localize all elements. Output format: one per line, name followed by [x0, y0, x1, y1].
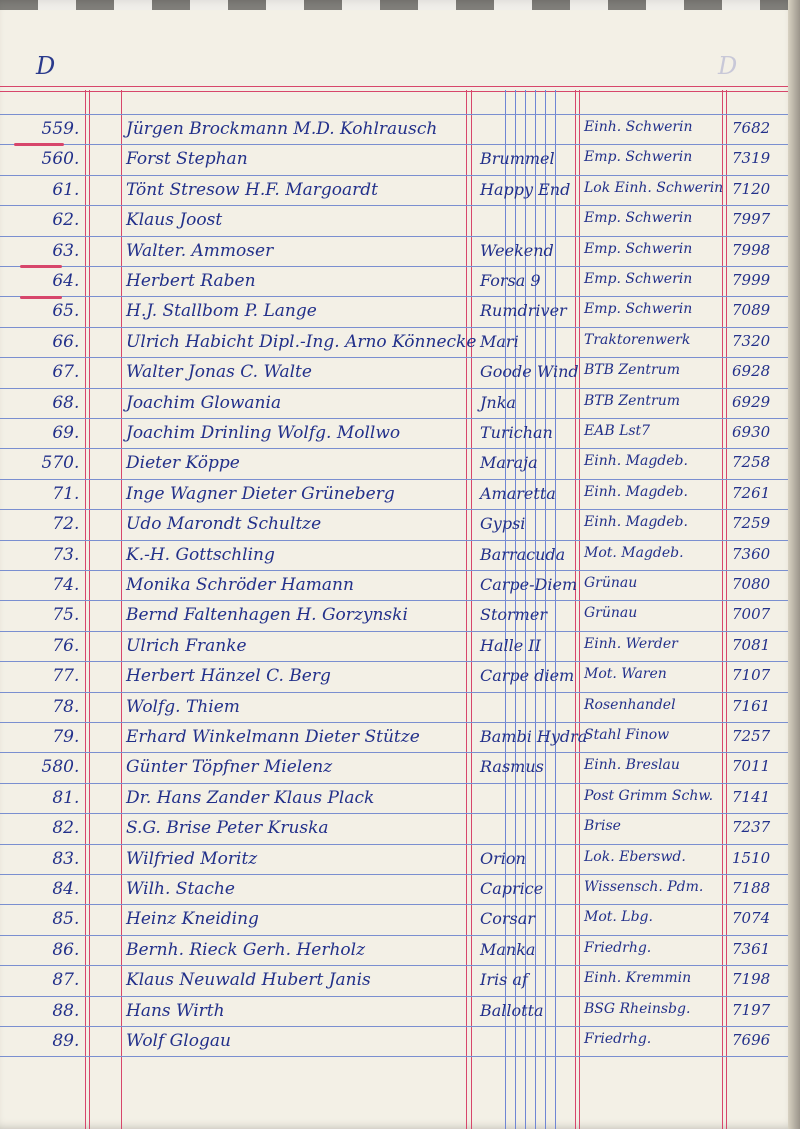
cell-club: Einh. Kremmin — [584, 970, 692, 987]
cell-reg: 7997 — [732, 210, 771, 229]
cell-boat: Carpe-Diem — [480, 575, 578, 594]
table-row — [0, 542, 788, 573]
cell-club: EAB Lst7 — [584, 423, 651, 439]
table-row — [0, 876, 788, 907]
cell-name: Klaus Joost — [126, 210, 223, 231]
cell-dot: . — [74, 666, 80, 687]
cell-dot: . — [74, 544, 80, 565]
cell-name: K.-H. Gottschling — [126, 544, 275, 565]
cell-name: Dr. Hans Zander Klaus Plack — [126, 787, 375, 808]
cell-boat: Halle II — [480, 635, 541, 655]
cell-club: Grünau — [584, 605, 638, 622]
header-rule — [0, 91, 788, 92]
cell-reg: 7120 — [732, 179, 771, 198]
cell-num: 559 — [41, 119, 74, 139]
cell-name: Wilfried Moritz — [126, 848, 258, 869]
cell-club: Friedrhg. — [584, 939, 652, 956]
cell-dot: . — [74, 423, 80, 443]
cell-num: 82 — [52, 818, 74, 839]
cell-name: Hans Wirth — [126, 1000, 225, 1021]
cell-club: BTB Zentrum — [584, 392, 681, 409]
cell-reg: 7998 — [732, 240, 771, 259]
cell-club: BTB Zentrum — [584, 362, 681, 379]
cell-dot: . — [74, 757, 80, 778]
table-row — [0, 329, 788, 360]
cell-num: 68 — [52, 392, 74, 413]
cell-dot: . — [74, 179, 80, 200]
cell-reg: 7259 — [732, 514, 771, 533]
cell-name: Bernh. Rieck Gerh. Herholz — [126, 939, 366, 960]
cell-name: Monika Schröder Hamann — [126, 575, 354, 595]
cell-name: Forst Stephan — [126, 149, 248, 170]
cell-reg: 7107 — [732, 666, 771, 685]
table-row — [0, 207, 788, 238]
cell-num: 74 — [52, 575, 74, 595]
cell-dot: . — [74, 605, 80, 626]
cell-num: 83 — [52, 848, 74, 869]
cell-dot: . — [74, 939, 80, 960]
cell-dot: . — [74, 271, 80, 291]
table-row — [0, 390, 788, 421]
cell-num: 61 — [52, 179, 74, 200]
table-row — [0, 694, 788, 725]
cell-dot: . — [74, 575, 80, 595]
cell-club: Brise — [584, 818, 621, 835]
cell-num: 77 — [52, 666, 74, 687]
red-underline-mark — [20, 265, 62, 268]
cell-num: 580 — [41, 757, 74, 778]
cell-dot: . — [74, 240, 80, 261]
cell-dot: . — [74, 818, 80, 839]
cell-name: Dieter Köppe — [126, 453, 240, 474]
cell-num: 63 — [52, 240, 74, 261]
cell-club: Lok. Eberswd. — [584, 848, 686, 865]
cell-name: H.J. Stallbom P. Lange — [126, 301, 317, 322]
cell-name: Herbert Hänzel C. Berg — [126, 666, 331, 687]
cell-dot: . — [74, 514, 80, 535]
cell-reg: 6928 — [732, 362, 771, 381]
cell-name: Bernd Faltenhagen H. Gorzynski — [126, 605, 408, 626]
cell-boat: Goode Wind — [480, 362, 579, 382]
cell-dot: . — [74, 119, 80, 139]
cell-num: 78 — [52, 696, 74, 717]
cell-boat: Happy End — [480, 179, 571, 199]
cell-num: 62 — [52, 210, 74, 231]
cell-club: Einh. Breslau — [584, 757, 680, 774]
table-row — [0, 967, 788, 998]
cell-boat: Jnka — [480, 392, 516, 412]
cell-reg: 7198 — [732, 970, 771, 989]
cell-dot: . — [74, 727, 80, 747]
table-row — [0, 359, 788, 390]
cell-dot: . — [74, 210, 80, 231]
cell-dot: . — [74, 635, 80, 656]
cell-reg: 7188 — [732, 879, 771, 897]
cell-club: Emp. Schwerin — [584, 210, 693, 227]
cell-boat: Weekend — [480, 240, 554, 260]
table-row — [0, 815, 788, 846]
cell-num: 86 — [52, 939, 74, 960]
red-underline-mark — [14, 143, 64, 146]
cell-dot: . — [74, 909, 80, 930]
page-letter: D — [36, 52, 56, 80]
cell-num: 67 — [52, 362, 74, 383]
cell-name: Inge Wagner Dieter Grüneberg — [126, 483, 395, 504]
cell-name: Günter Töpfner Mielenz — [126, 757, 333, 778]
header-rule — [0, 86, 788, 87]
cell-dot: . — [74, 1031, 80, 1051]
cell-reg: 7257 — [732, 727, 771, 745]
cell-dot: . — [74, 453, 80, 474]
cell-num: 72 — [52, 514, 74, 535]
table-row — [0, 238, 788, 269]
table-row — [0, 754, 788, 785]
cell-reg: 6929 — [732, 392, 771, 411]
cell-reg: 7999 — [732, 271, 771, 289]
cell-dot: . — [74, 1000, 80, 1021]
cell-dot: . — [74, 879, 80, 899]
cell-boat: Ballotta — [480, 1000, 544, 1020]
cell-club: Mot. Waren — [584, 666, 667, 683]
cell-club: Emp. Schwerin — [584, 301, 693, 318]
table-row — [0, 450, 788, 481]
cell-club: Rosenhandel — [584, 696, 676, 713]
cell-reg: 7237 — [732, 818, 771, 837]
table-row — [0, 937, 788, 968]
cell-name: Herbert Raben — [126, 271, 256, 291]
cell-dot: . — [74, 362, 80, 383]
cell-dot: . — [74, 331, 80, 352]
cell-dot: . — [74, 970, 80, 991]
cell-club: Traktorenwerk — [584, 331, 691, 348]
cell-num: 73 — [52, 544, 74, 565]
cell-name: Erhard Winkelmann Dieter Stütze — [126, 727, 420, 747]
cell-club: Einh. Werder — [584, 635, 678, 652]
cell-num: 84 — [52, 879, 74, 899]
cell-name: Jürgen Brockmann M.D. Kohlrausch — [126, 119, 438, 139]
table-row — [0, 633, 788, 664]
cell-num: 71 — [52, 483, 74, 504]
table-row — [0, 998, 788, 1029]
table-row — [0, 906, 788, 937]
cell-boat: Forsa 9 — [480, 271, 541, 290]
row-rule — [0, 114, 788, 115]
table-row — [0, 1028, 788, 1059]
table-row — [0, 420, 788, 451]
cell-dot: . — [74, 301, 80, 322]
cell-boat: Stormer — [480, 605, 547, 625]
table-row — [0, 177, 788, 208]
table-row — [0, 846, 788, 877]
book-edge-top — [0, 0, 800, 10]
table-row — [0, 663, 788, 694]
table-row — [0, 572, 788, 603]
cell-reg: 7258 — [732, 453, 771, 472]
cell-reg: 7682 — [732, 119, 771, 137]
cell-club: Mot. Lbg. — [584, 909, 653, 926]
cell-name: Ulrich Franke — [126, 635, 247, 656]
cell-club: BSG Rheinsbg. — [584, 1000, 691, 1017]
cell-num: 570 — [41, 453, 74, 474]
cell-boat: Maraja — [480, 453, 538, 473]
cell-reg: 6930 — [732, 423, 771, 441]
cell-boat: Bambi Hydra — [480, 727, 588, 746]
table-row — [0, 602, 788, 633]
cell-boat: Manka — [480, 939, 536, 959]
cell-reg: 7080 — [732, 575, 771, 593]
table-row — [0, 481, 788, 512]
cell-num: 76 — [52, 635, 74, 656]
cell-name: Wolfg. Thiem — [126, 696, 240, 717]
cell-club: Emp. Schwerin — [584, 271, 693, 287]
book-edge-right — [788, 0, 800, 1129]
cell-club: Grünau — [584, 575, 638, 591]
cell-boat: Iris af — [480, 970, 528, 990]
table-row — [0, 146, 788, 177]
cell-reg: 7360 — [732, 544, 771, 563]
cell-name: Klaus Neuwald Hubert Janis — [126, 970, 371, 991]
cell-reg: 7141 — [732, 787, 771, 806]
table-row — [0, 785, 788, 816]
cell-num: 87 — [52, 970, 74, 991]
cell-reg: 7696 — [732, 1031, 771, 1049]
cell-dot: . — [74, 149, 80, 170]
table-row — [0, 268, 788, 299]
cell-reg: 7320 — [732, 331, 771, 350]
cell-name: Heinz Kneiding — [126, 909, 259, 930]
cell-boat: Carpe diem — [480, 666, 575, 686]
cell-reg: 7361 — [732, 939, 771, 958]
table-row — [0, 298, 788, 329]
cell-name: S.G. Brise Peter Kruska — [126, 818, 329, 839]
cell-boat: Rasmus — [480, 757, 544, 777]
table-row — [0, 511, 788, 542]
cell-reg: 7261 — [732, 483, 771, 502]
cell-name: Joachim Glowania — [126, 392, 282, 413]
cell-name: Udo Marondt Schultze — [126, 514, 322, 535]
cell-club: Mot. Magdeb. — [584, 544, 684, 561]
cell-name: Joachim Drinling Wolfg. Mollwo — [126, 423, 401, 443]
cell-club: Emp. Schwerin — [584, 149, 693, 166]
cell-club: Wissensch. Pdm. — [584, 879, 704, 895]
cell-reg: 7089 — [732, 301, 771, 320]
cell-boat: Brummel — [480, 149, 555, 169]
cell-dot: . — [74, 787, 80, 808]
cell-reg: 7011 — [732, 757, 771, 776]
cell-dot: . — [74, 392, 80, 413]
cell-reg: 7161 — [732, 696, 771, 715]
cell-boat: Turichan — [480, 423, 553, 442]
cell-reg: 7081 — [732, 635, 771, 654]
cell-num: 75 — [52, 605, 74, 626]
cell-name: Walter. Ammoser — [126, 240, 274, 261]
cell-name: Wilh. Stache — [126, 879, 235, 899]
cell-reg: 1510 — [732, 848, 771, 867]
cell-club: Friedrhg. — [584, 1031, 652, 1047]
cell-num: 65 — [52, 301, 74, 322]
red-underline-mark — [20, 296, 62, 299]
cell-dot: . — [74, 848, 80, 869]
cell-club: Einh. Schwerin — [584, 119, 693, 135]
cell-boat: Amaretta — [480, 483, 556, 503]
cell-dot: . — [74, 696, 80, 717]
cell-boat: Corsar — [480, 909, 535, 929]
cell-club: Post Grimm Schw. — [584, 787, 714, 804]
cell-reg: 7074 — [732, 909, 771, 928]
cell-num: 560 — [41, 149, 74, 170]
cell-boat: Caprice — [480, 879, 544, 898]
cell-num: 66 — [52, 331, 74, 352]
cell-num: 88 — [52, 1000, 74, 1021]
cell-boat: Rumdriver — [480, 301, 567, 321]
cell-club: Stahl Finow — [584, 727, 670, 743]
cell-num: 64 — [52, 271, 74, 291]
cell-reg: 7197 — [732, 1000, 771, 1019]
cell-club: Lok Einh. Schwerin — [584, 179, 724, 196]
cell-name: Wolf Glogau — [126, 1031, 231, 1051]
cell-name: Ulrich Habicht Dipl.-Ing. Arno Könnecke — [126, 331, 477, 352]
cell-club: Einh. Magdeb. — [584, 453, 688, 470]
cell-num: 69 — [52, 423, 74, 443]
cell-boat: Barracuda — [480, 544, 566, 564]
cell-num: 85 — [52, 909, 74, 930]
cell-reg: 7319 — [732, 149, 771, 168]
cell-boat: Orion — [480, 848, 526, 868]
cell-club: Einh. Magdeb. — [584, 514, 688, 531]
table-row — [0, 724, 788, 755]
cell-club: Emp. Schwerin — [584, 240, 693, 257]
cell-club: Einh. Magdeb. — [584, 483, 688, 500]
cell-name: Tönt Stresow H.F. Margoardt — [126, 179, 378, 200]
cell-num: 81 — [52, 787, 74, 808]
table-row — [0, 116, 788, 147]
cell-reg: 7007 — [732, 605, 771, 624]
cell-num: 79 — [52, 727, 74, 747]
cell-dot: . — [74, 483, 80, 504]
cell-boat: Gypsi — [480, 514, 526, 534]
cell-boat: Mari — [480, 331, 519, 351]
cell-name: Walter Jonas C. Walte — [126, 362, 312, 383]
cell-num: 89 — [52, 1031, 74, 1051]
page-letter-bleedthrough: D — [718, 52, 738, 80]
